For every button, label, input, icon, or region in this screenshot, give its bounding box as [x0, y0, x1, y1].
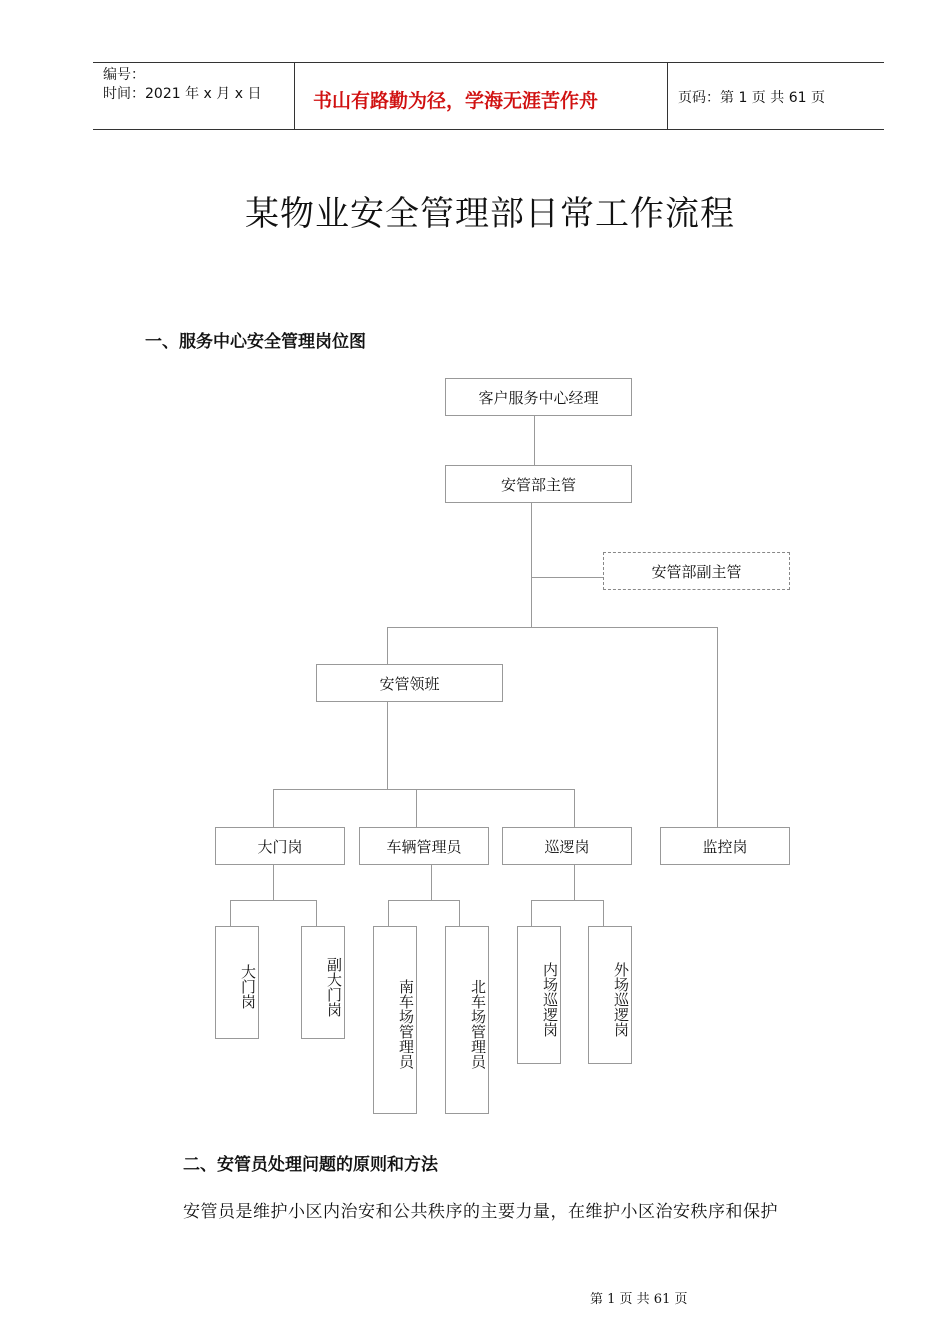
header-top-border: [93, 62, 884, 63]
document-time: 时间：2021 年 x 月 x 日: [103, 86, 262, 102]
connector: [534, 415, 535, 466]
connector: [273, 789, 274, 827]
connector: [603, 900, 604, 926]
org-box-deputy-supervisor: 安管部副主管: [603, 552, 790, 590]
org-box-main-gate: 大门岗: [215, 926, 259, 1039]
org-box-vehicle-manager: 车辆管理员: [359, 827, 489, 865]
org-box-manager: 客户服务中心经理: [445, 378, 632, 416]
connector: [459, 900, 460, 926]
connector: [273, 864, 274, 901]
connector: [387, 627, 718, 628]
connector: [531, 577, 604, 578]
connector: [230, 900, 317, 901]
org-box-gate-post: 大门岗: [215, 827, 345, 865]
page-footer: 第 1 页 共 61 页: [590, 1292, 688, 1307]
section-heading-1: 一、服务中心安全管理岗位图: [145, 332, 366, 352]
connector: [388, 900, 460, 901]
page-info: 页码：第 1 页 共 61 页: [678, 90, 825, 106]
connector: [531, 900, 532, 926]
org-box-sub-gate: 副大门岗: [301, 926, 345, 1039]
connector: [717, 627, 718, 828]
connector: [531, 900, 604, 901]
org-box-team-leader: 安管领班: [316, 664, 503, 702]
connector: [273, 789, 575, 790]
connector: [416, 789, 417, 827]
org-box-supervisor: 安管部主管: [445, 465, 632, 503]
org-box-outer-patrol: 外场巡逻岗: [588, 926, 632, 1064]
connector: [387, 627, 388, 665]
page-title: 某物业安全管理部日常工作流程: [245, 194, 735, 234]
org-box-north-lot-manager: 北车场管理员: [445, 926, 489, 1114]
connector: [531, 502, 532, 628]
connector: [574, 789, 575, 827]
connector: [230, 900, 231, 926]
connector: [387, 702, 388, 790]
org-box-monitor-post: 监控岗: [660, 827, 790, 865]
org-box-inner-patrol: 内场巡逻岗: [517, 926, 561, 1064]
connector: [388, 900, 389, 926]
section-heading-2: 二、安管员处理问题的原则和方法: [183, 1155, 438, 1175]
org-box-south-lot-manager: 南车场管理员: [373, 926, 417, 1114]
motto: 书山有路勤为径，学海无涯苦作舟: [313, 90, 599, 112]
header-divider: [667, 62, 668, 130]
body-paragraph: 安管员是维护小区内治安和公共秩序的主要力量，在维护小区治安秩序和保护: [183, 1202, 778, 1222]
document-number: 编号：: [103, 67, 145, 83]
org-box-patrol-post: 巡逻岗: [502, 827, 632, 865]
header-bottom-border: [93, 129, 884, 130]
connector: [431, 864, 432, 901]
connector: [316, 900, 317, 926]
header-divider: [294, 62, 295, 130]
connector: [574, 864, 575, 901]
